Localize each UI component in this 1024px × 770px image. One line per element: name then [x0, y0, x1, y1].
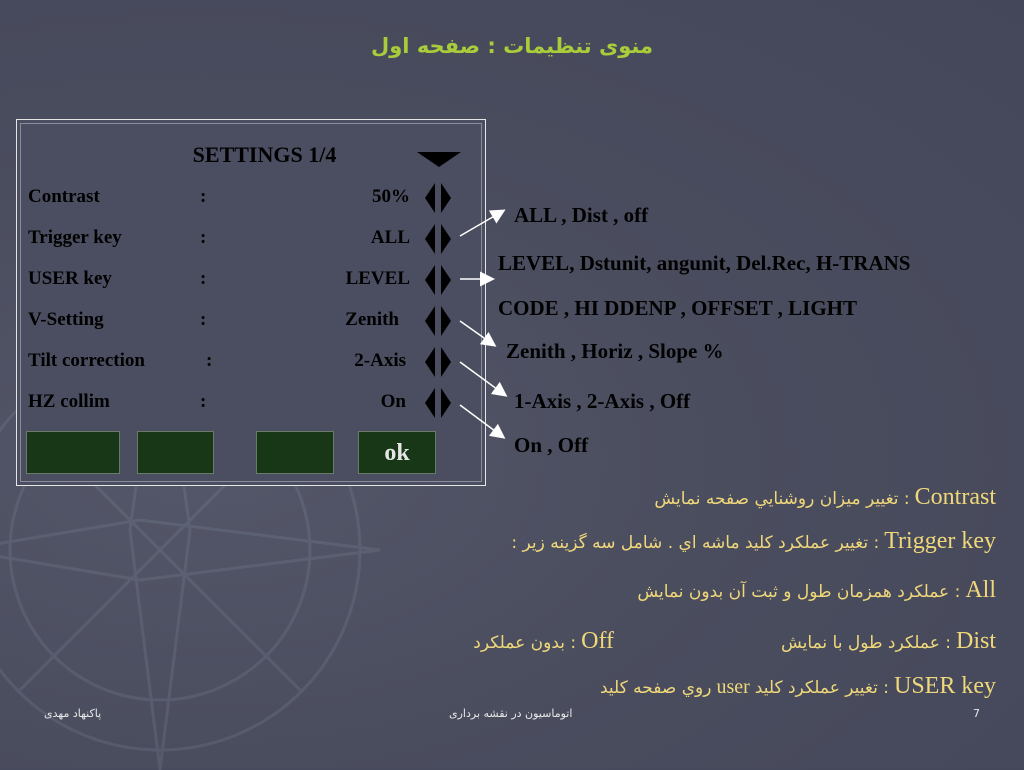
note-term: USER key	[894, 673, 996, 699]
note-contrast	[654, 484, 996, 511]
left-right-arrows-icon[interactable]	[425, 387, 455, 421]
options-tilt-correction: 1-Axis , 2-Axis , Off	[514, 389, 691, 413]
row-label: HZ collim	[28, 391, 110, 412]
row-label: Tilt correction	[28, 350, 145, 371]
left-right-arrows-icon[interactable]	[425, 346, 455, 380]
options-contrast: ALL , Dist , off	[514, 203, 649, 227]
options-user-key: CODE , HI DDENP , OFFSET , LIGHT	[498, 296, 858, 320]
page-number: 7	[973, 707, 980, 720]
note-dist	[781, 628, 996, 655]
note-term: Contrast	[914, 484, 996, 510]
row-value: On	[380, 391, 406, 412]
footer-author: پاکنهاد مهدی	[44, 707, 102, 720]
row-label: Contrast	[28, 186, 100, 207]
slide-title: منوی تنظیمات : صفحه اول	[371, 34, 653, 58]
settings-row-v-setting[interactable]	[28, 305, 488, 335]
settings-row-tilt-correction[interactable]	[28, 346, 488, 376]
settings-title: SETTINGS 1/4	[192, 142, 337, 167]
note-desc: روي صفحه کليد	[600, 678, 712, 698]
note-desc: : تغيير عملکرد کليد	[754, 678, 889, 698]
note-desc: : عملکرد طول با نمايش	[780, 633, 951, 653]
row-label: USER key	[28, 268, 112, 289]
settings-row-trigger-key[interactable]	[28, 223, 488, 253]
note-term: All	[965, 577, 996, 603]
row-colon: :	[200, 391, 207, 412]
note-trigger-key	[511, 528, 996, 555]
scroll-down-icon[interactable]	[417, 152, 461, 167]
row-colon: :	[200, 227, 207, 248]
row-label: V-Setting	[28, 309, 104, 330]
options-v-setting: Zenith , Horiz , Slope %	[506, 339, 724, 363]
settings-row-contrast[interactable]	[28, 182, 488, 212]
note-user-key	[600, 673, 996, 700]
settings-row-user-key[interactable]	[28, 264, 488, 294]
softkey-1[interactable]	[26, 431, 120, 474]
row-value: 50%	[372, 186, 410, 207]
footer-title: اتوماسیون در نقشه برداری	[449, 707, 573, 720]
left-right-arrows-icon[interactable]	[425, 264, 455, 298]
options-trigger-key: LEVEL, Dstunit, angunit, Del.Rec, H-TRANS	[498, 251, 911, 275]
note-all	[637, 577, 996, 604]
row-label: Trigger key	[28, 227, 122, 248]
row-value: LEVEL	[345, 268, 410, 289]
left-right-arrows-icon[interactable]	[425, 305, 455, 339]
row-value: ALL	[370, 227, 410, 248]
row-colon: :	[200, 309, 207, 330]
row-value: Zenith	[345, 309, 399, 330]
softkey-2[interactable]	[137, 431, 214, 474]
left-right-arrows-icon[interactable]	[425, 223, 455, 257]
note-desc: : بدون عملکرد	[473, 633, 577, 653]
settings-screen	[16, 119, 486, 486]
row-colon: :	[206, 350, 213, 371]
note-desc: : تغيير عملکرد کليد ماشه اي . شامل سه گزينه زير :	[511, 533, 880, 553]
note-off	[473, 628, 614, 655]
settings-row-hz-collim[interactable]	[28, 387, 488, 417]
note-desc: : عملکرد همزمان طول و ثبت آن بدون نمايش	[637, 582, 961, 602]
note-desc: : تغيير ميزان روشنايي صفحه نمايش	[654, 489, 910, 509]
row-colon: :	[200, 268, 207, 289]
note-term: Trigger key	[884, 528, 996, 554]
note-term: Off	[581, 628, 614, 654]
softkey-3[interactable]	[256, 431, 334, 474]
row-value: 2-Axis	[354, 350, 406, 371]
note-term-inline: user	[716, 676, 750, 698]
row-colon: :	[200, 186, 207, 207]
ok-button[interactable]: ok	[358, 431, 436, 474]
options-hz-collim: On , Off	[514, 433, 589, 457]
note-term: Dist	[955, 628, 996, 654]
left-right-arrows-icon[interactable]	[425, 182, 455, 216]
